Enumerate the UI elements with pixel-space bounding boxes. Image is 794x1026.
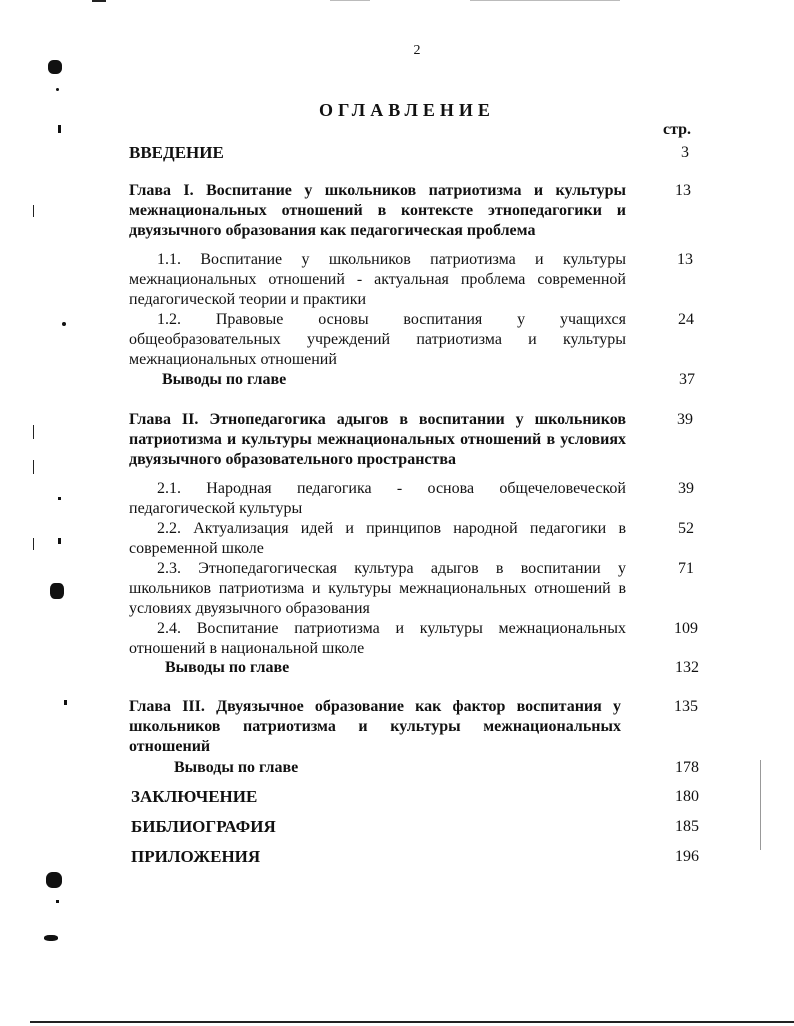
top-scan-line bbox=[92, 0, 106, 2]
toc-entry-chapter-3-conclusions: Выводы по главе bbox=[174, 759, 299, 776]
ink-speck bbox=[44, 935, 58, 941]
ink-speck bbox=[62, 322, 66, 326]
ink-speck bbox=[58, 125, 61, 133]
page-title: ОГЛАВЛЕНИЕ bbox=[319, 100, 495, 120]
page-number: 2 bbox=[413, 43, 421, 58]
toc-page-chapter-2-conclusions: 132 bbox=[675, 659, 699, 676]
toc-entry-appendices: ПРИЛОЖЕНИЯ bbox=[131, 847, 261, 866]
right-margin-mark bbox=[760, 760, 761, 850]
toc-page-section-2-3: 71 bbox=[678, 560, 694, 577]
toc-entry-section-2-2: 2.2. Актуализация идей и принципов народной педагогики в современной школе bbox=[129, 520, 626, 557]
left-margin-mark bbox=[33, 425, 34, 439]
ink-blot bbox=[46, 872, 62, 888]
toc-page-chapter-3: 135 bbox=[674, 698, 698, 715]
toc-page-chapter-1: 13 bbox=[675, 182, 691, 199]
toc-page-appendices: 196 bbox=[675, 848, 699, 865]
toc-entry-chapter-3: Глава III. Двуязычное образование как фактор воспитания у школьников патриотизма и культуры межнациональных отношений bbox=[129, 698, 621, 755]
toc-entry-chapter-1-conclusions: Выводы по главе bbox=[162, 371, 287, 388]
ink-speck bbox=[58, 538, 61, 544]
toc-page-section-1-1: 13 bbox=[677, 251, 693, 268]
ink-speck bbox=[64, 700, 67, 705]
left-margin-mark bbox=[33, 538, 34, 550]
ink-blot bbox=[50, 583, 64, 599]
left-margin-mark bbox=[33, 460, 34, 474]
ink-speck bbox=[56, 88, 59, 91]
toc-entry-chapter-2-conclusions: Выводы по главе bbox=[165, 659, 290, 676]
ink-speck bbox=[58, 497, 61, 500]
toc-entry-section-1-1: 1.1. Воспитание у школьников патриотизма и культуры межнациональных отношений - актуальная проблема современной педагогической теории и практики bbox=[129, 251, 626, 308]
toc-page-chapter-1-conclusions: 37 bbox=[679, 371, 695, 388]
ink-blot bbox=[48, 60, 62, 74]
toc-entry-section-2-1: 2.1. Народная педагогика - основа общечеловеческой педагогической культуры bbox=[129, 480, 626, 517]
toc-page-conclusion: 180 bbox=[675, 788, 699, 805]
toc-page-bibliography: 185 bbox=[675, 818, 699, 835]
toc-entry-conclusion: ЗАКЛЮЧЕНИЕ bbox=[131, 787, 258, 806]
toc-entry-section-2-3: 2.3. Этнопедагогическая культура адыгов в воспитании у школьников патриотизма и культуры межнациональных отношений в условиях двуязычного образования bbox=[129, 560, 626, 617]
toc-page-chapter-3-conclusions: 178 bbox=[675, 759, 699, 776]
left-margin-mark bbox=[33, 205, 34, 217]
toc-entry-intro: ВВЕДЕНИЕ bbox=[129, 143, 224, 162]
toc-entry-bibliography: БИБЛИОГРАФИЯ bbox=[131, 817, 276, 836]
pages-column-label: стр. bbox=[663, 121, 692, 138]
toc-entry-chapter-1: Глава I. Воспитание у школьников патриотизма и культуры межнациональных отношений в контексте этнопедагогики и двуязычного образования как педагогическая проблема bbox=[129, 182, 626, 239]
toc-page-chapter-2: 39 bbox=[677, 411, 693, 428]
top-scan-line bbox=[330, 0, 370, 1]
top-scan-line bbox=[470, 0, 620, 1]
toc-page-intro: 3 bbox=[681, 144, 689, 161]
bottom-scan-line bbox=[30, 1021, 794, 1023]
ink-speck bbox=[56, 900, 59, 903]
toc-entry-chapter-2: Глава II. Этнопедагогика адыгов в воспитании у школьников патриотизма и культуры межнациональных отношений в условиях двуязычного образовательного пространства bbox=[129, 411, 626, 468]
toc-page-section-2-1: 39 bbox=[678, 480, 694, 497]
toc-page-section-2-2: 52 bbox=[678, 520, 694, 537]
toc-page-section-1-2: 24 bbox=[678, 311, 694, 328]
toc-entry-section-2-4: 2.4. Воспитание патриотизма и культуры межнациональных отношений в национальной школе bbox=[129, 620, 626, 657]
toc-page-section-2-4: 109 bbox=[674, 620, 698, 637]
toc-entry-section-1-2: 1.2. Правовые основы воспитания у учащихся общеобразовательных учреждений патриотизма и культуры межнациональных отношений bbox=[129, 311, 626, 368]
